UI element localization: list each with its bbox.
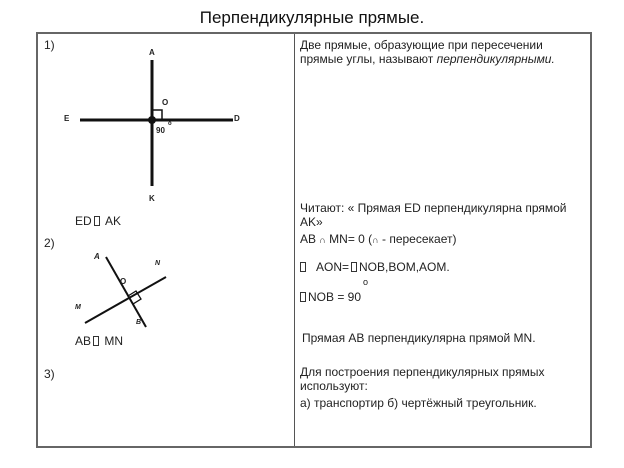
label-d: D — [234, 114, 240, 123]
item-2-number: 2) — [44, 236, 55, 250]
intersection-line — [300, 232, 456, 247]
column-divider — [294, 34, 295, 446]
angle-nob-value: NOB = 90 — [308, 290, 362, 304]
label-k: K — [149, 194, 155, 203]
tools-line-1: Для построения перпендикулярных прямых — [300, 365, 545, 379]
label-a: A — [149, 48, 155, 57]
angle-symbol-icon — [351, 262, 357, 272]
intersect-mn: MN= 0 ( — [329, 232, 373, 246]
angles-equal-line — [300, 260, 450, 274]
notation-ab-perp-mn — [75, 334, 123, 348]
angle-symbol-icon — [300, 292, 306, 302]
definition-line-1: Две прямые, образующие при пересечении — [300, 38, 543, 52]
notation-ed-perp-ak — [75, 214, 121, 228]
cross-lines-icon — [68, 44, 268, 214]
definition-term: перпендикулярными. — [436, 52, 555, 66]
intersect-ab: AB — [300, 232, 317, 246]
item-1-number: 1) — [44, 38, 55, 52]
label-e: E — [64, 114, 70, 123]
degree-icon: o — [363, 277, 369, 287]
intersect-symbol-icon: ∩ — [372, 235, 379, 245]
notation-line-ab: AB — [75, 334, 92, 348]
tools-line-3: а) транспортир б) чертёжный треугольник. — [300, 396, 537, 410]
degree-icon: o — [168, 121, 172, 127]
intersect-symbol-icon: ∩ — [319, 235, 326, 245]
content-table — [36, 32, 592, 448]
tools-line-2: используют: — [300, 379, 368, 393]
slanted-lines-icon — [72, 247, 192, 337]
reading-line-2: AK» — [300, 215, 323, 229]
label-m: M — [75, 304, 81, 311]
label-n: N — [155, 260, 161, 267]
label-o2: O — [120, 277, 127, 286]
label-o: O — [162, 98, 169, 107]
perpendicular-symbol-icon — [94, 216, 100, 226]
notation-line-ed: ED — [75, 214, 92, 228]
reading-line-1: Читают: « Прямая ED перпендикулярна прямой — [300, 201, 567, 215]
angle-aon: AON= — [316, 260, 350, 274]
label-b: B — [136, 319, 142, 326]
notation-line-mn: MN — [104, 334, 124, 348]
angle-list: NOB,BOM,AOM. — [359, 260, 450, 274]
label-angle-90: 90 — [156, 126, 165, 135]
item-3-number: 3) — [44, 367, 55, 381]
angle-value-line — [300, 290, 361, 304]
definition-line-2 — [300, 52, 555, 66]
angle-symbol-icon — [300, 262, 306, 272]
label-a2: A — [94, 252, 100, 261]
perpendicular-symbol-icon — [93, 336, 99, 346]
intersect-explanation: - пересекает) — [378, 232, 457, 246]
perpendicular-statement: Прямая AB перпендикулярна прямой MN. — [302, 331, 536, 345]
page-title: Перпендикулярные прямые. — [199, 8, 425, 27]
notation-line-ak: AK — [105, 214, 122, 228]
definition-text: прямые углы, называют — [300, 52, 437, 66]
